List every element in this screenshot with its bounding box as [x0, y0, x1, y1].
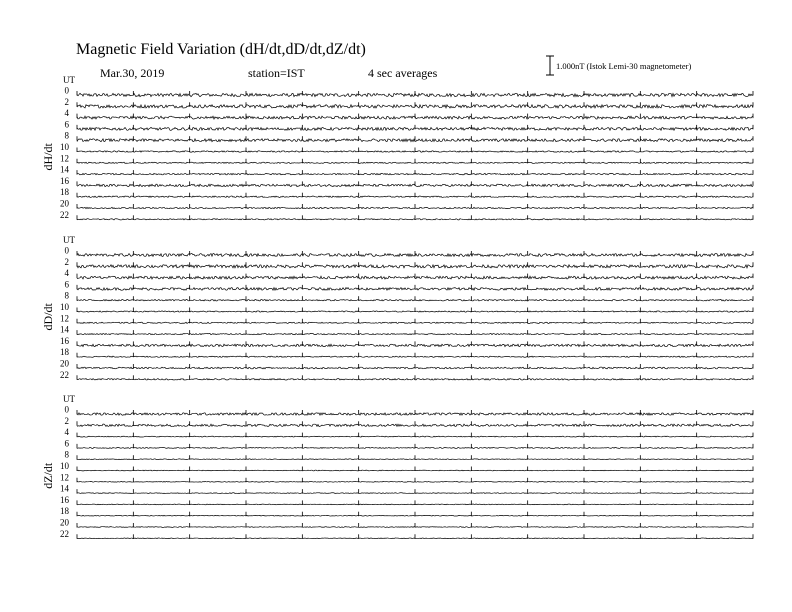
row-label: 12: [60, 313, 69, 324]
row-label: 12: [60, 472, 69, 483]
scale-label: 1.000nT (Istok Lemi-30 magnetometer): [556, 61, 692, 71]
row-label: 2: [64, 256, 69, 267]
row-label: 10: [60, 461, 69, 471]
row-label: 20: [60, 517, 69, 528]
ut-label: UT: [63, 394, 75, 404]
ut-label: UT: [63, 75, 75, 85]
row-label: 0: [64, 245, 69, 256]
row-label: 2: [64, 415, 69, 426]
scale-bar: [546, 56, 554, 75]
panel-2: [41, 394, 753, 539]
row-label: 18: [60, 347, 69, 358]
row-label: 22: [60, 369, 69, 380]
ut-label: UT: [63, 235, 75, 245]
row-label: 16: [60, 175, 69, 186]
row-label: 10: [60, 142, 69, 152]
station-label: station=IST: [248, 66, 305, 80]
row-label: 12: [60, 153, 69, 164]
row-label: 14: [60, 483, 69, 494]
row-label: 8: [64, 449, 69, 460]
row-label: 14: [60, 164, 69, 175]
row-label: 6: [64, 279, 69, 290]
row-label: 18: [60, 506, 69, 517]
row-label: 22: [60, 528, 69, 539]
row-label: 20: [60, 198, 69, 209]
panel-label: dD/dt: [41, 303, 55, 331]
row-label: 2: [64, 96, 69, 107]
row-label: 20: [60, 358, 69, 369]
panels-group: [41, 75, 753, 539]
row-label: 6: [64, 438, 69, 449]
averaging-label: 4 sec averages: [368, 66, 438, 80]
row-label: 6: [64, 119, 69, 130]
row-label: 8: [64, 130, 69, 141]
row-label: 0: [64, 404, 69, 415]
date-label: Mar.30, 2019: [100, 66, 165, 80]
row-label: 14: [60, 324, 69, 335]
panel-1: [41, 235, 753, 380]
row-label: 10: [60, 302, 69, 312]
chart-title: Magnetic Field Variation (dH/dt,dD/dt,dZ/dt): [76, 41, 366, 58]
panel-label: dZ/dt: [41, 462, 55, 489]
row-label: 0: [64, 85, 69, 96]
panel-label: dH/dt: [41, 143, 55, 171]
row-label: 4: [64, 268, 69, 279]
row-label: 16: [60, 335, 69, 346]
panel-0: [41, 75, 753, 220]
row-label: 4: [64, 108, 69, 119]
row-label: 22: [60, 209, 69, 220]
row-label: 4: [64, 427, 69, 438]
row-label: 8: [64, 290, 69, 301]
row-label: 18: [60, 187, 69, 198]
row-label: 16: [60, 494, 69, 505]
